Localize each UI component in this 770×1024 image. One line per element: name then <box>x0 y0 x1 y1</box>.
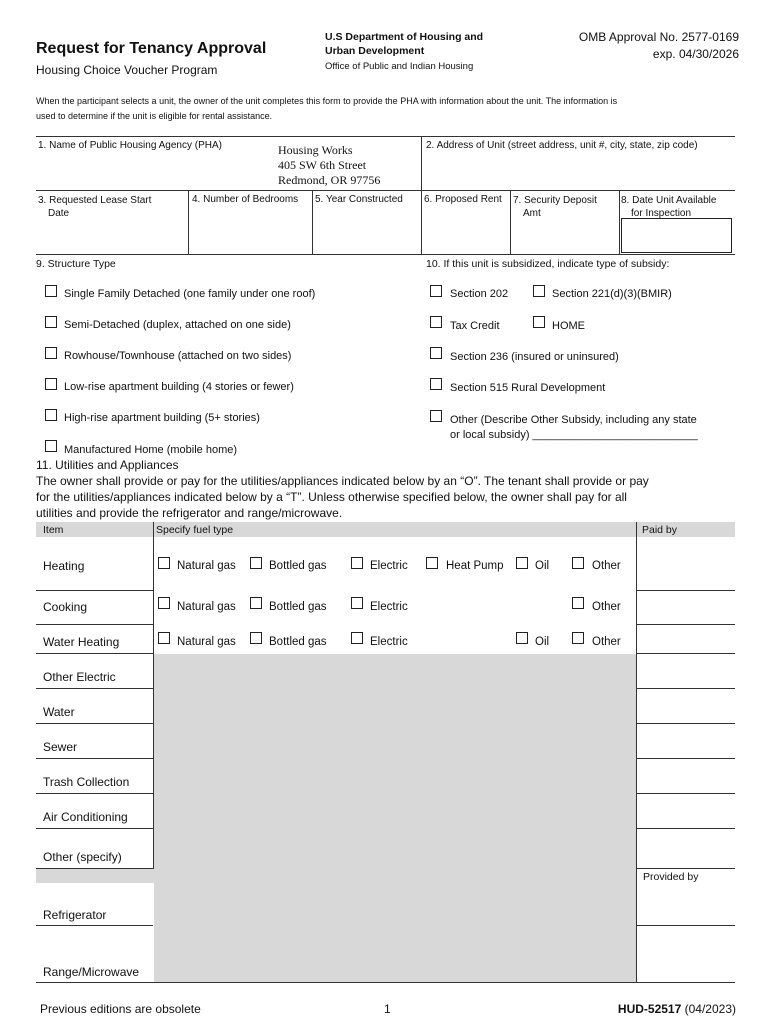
cooking-electric-checkbox[interactable] <box>351 597 363 609</box>
heating-bottled-gas-checkbox[interactable] <box>250 557 262 569</box>
pha-name-line1: Housing Works <box>278 143 353 157</box>
checkbox-manufactured[interactable] <box>45 440 57 452</box>
rule <box>637 828 735 829</box>
rule <box>637 793 735 794</box>
rule <box>36 723 153 724</box>
date-available-label-line2: for Inspection <box>631 208 692 219</box>
rule <box>312 190 313 255</box>
footer-obsolete-note: Previous editions are obsolete <box>40 1002 201 1016</box>
unit-address-label: 2. Address of Unit (street address, unit #, city, state, zip code) <box>426 140 698 151</box>
option-low-rise: Low-rise apartment building (4 stories or fewer) <box>64 381 294 393</box>
column-paid-by: Paid by <box>642 524 678 536</box>
form-subtitle: Housing Choice Voucher Program <box>36 63 218 77</box>
option-section-221: Section 221(d)(3)(BMIR) <box>552 288 672 300</box>
water-heating-oil-checkbox[interactable] <box>516 632 528 644</box>
structure-type-label: 9. Structure Type <box>36 258 116 270</box>
row-trash: Trash Collection <box>43 775 130 789</box>
heating-electric-checkbox[interactable] <box>351 557 363 569</box>
rule <box>637 723 735 724</box>
rule <box>637 868 735 869</box>
checkbox-rowhouse[interactable] <box>45 347 57 359</box>
checkbox-section-221[interactable] <box>533 285 545 297</box>
security-deposit-label <box>513 194 597 220</box>
date-available-label-line1: 8. Date Unit Available <box>621 195 717 206</box>
checkbox-low-rise[interactable] <box>45 378 57 390</box>
intro-line2: used to determine if the unit is eligible for rental assistance. <box>36 111 273 121</box>
rule <box>36 590 153 591</box>
column-fuel-type: Specify fuel type <box>156 524 234 536</box>
proposed-rent-label: 6. Proposed Rent <box>424 194 502 205</box>
utilities-text-line1: The owner shall provide or pay for the utilities/appliances indicated below by an “O”. The tenant shall provide or pay <box>36 474 649 488</box>
option-other-subsidy-line1: Other (Describe Other Subsidy, including any state <box>450 414 697 426</box>
checkbox-tax-credit[interactable] <box>430 316 442 328</box>
checkbox-home[interactable] <box>533 316 545 328</box>
pha-name-line2: 405 SW 6th Street <box>278 158 367 172</box>
option-high-rise: High-rise apartment building (5+ stories) <box>64 412 260 424</box>
water-heating-natural-gas-label: Natural gas <box>177 636 236 648</box>
pha-name-value[interactable] <box>278 143 380 188</box>
rule <box>36 653 153 654</box>
option-section-236: Section 236 (insured or uninsured) <box>450 351 619 363</box>
security-deposit-label-line2: Amt <box>523 208 541 219</box>
checkbox-section-515[interactable] <box>430 378 442 390</box>
cooking-natural-gas-checkbox[interactable] <box>158 597 170 609</box>
utilities-heading: 11. Utilities and Appliances <box>36 458 179 472</box>
option-other-subsidy-line2: or local subsidy) ___________________________ <box>450 429 698 441</box>
rule <box>36 624 153 625</box>
year-constructed-label: 5. Year Constructed <box>315 194 403 205</box>
checkbox-single-family[interactable] <box>45 285 57 297</box>
checkbox-section-236[interactable] <box>430 347 442 359</box>
row-refrigerator: Refrigerator <box>43 908 107 922</box>
heating-heat-pump-checkbox[interactable] <box>426 557 438 569</box>
rule <box>36 925 153 926</box>
unit-address-field[interactable] <box>423 155 733 188</box>
shaded-fuel-area <box>154 654 636 982</box>
rule <box>636 522 637 982</box>
omb-expiration: exp. 04/30/2026 <box>652 47 739 61</box>
heating-heat-pump-label: Heat Pump <box>446 560 504 572</box>
row-other-specify: Other (specify) <box>43 850 122 864</box>
row-other-electric: Other Electric <box>43 670 116 684</box>
heating-oil-label: Oil <box>535 560 550 572</box>
rule <box>637 925 735 926</box>
lease-start-label <box>38 194 151 220</box>
rule <box>188 190 189 255</box>
rule <box>36 793 153 794</box>
heating-other-label: Other <box>592 560 621 572</box>
security-deposit-label-line1: 7. Security Deposit <box>513 195 597 206</box>
water-heating-other-checkbox[interactable] <box>572 632 584 644</box>
row-cooking: Cooking <box>43 600 88 614</box>
rule <box>36 190 735 191</box>
rule <box>36 136 735 137</box>
office-line: Office of Public and Indian Housing <box>325 61 474 72</box>
rule <box>36 868 153 869</box>
cooking-electric-label: Electric <box>370 601 408 613</box>
pha-name-line3: Redmond, OR 97756 <box>278 173 381 187</box>
row-water: Water <box>43 705 75 719</box>
lease-start-label-line2: Date <box>48 208 70 219</box>
form-number <box>618 1002 736 1016</box>
row-heating: Heating <box>43 559 85 573</box>
checkbox-semi-detached[interactable] <box>45 316 57 328</box>
row-air-conditioning: Air Conditioning <box>43 810 128 824</box>
option-section-202: Section 202 <box>450 288 509 300</box>
rule <box>637 758 735 759</box>
cooking-natural-gas-label: Natural gas <box>177 601 236 613</box>
shaded-row-band <box>36 869 154 883</box>
cooking-other-checkbox[interactable] <box>572 597 584 609</box>
date-available-input[interactable] <box>621 218 732 253</box>
omb-number: OMB Approval No. 2577-0169 <box>578 30 739 44</box>
pha-name-label: 1. Name of Public Housing Agency (PHA) <box>38 140 222 151</box>
cooking-other-label: Other <box>592 601 621 613</box>
water-heating-bottled-gas-label: Bottled gas <box>269 636 327 648</box>
rule <box>36 982 735 983</box>
rule <box>36 828 153 829</box>
rule <box>637 653 735 654</box>
water-heating-bottled-gas-checkbox[interactable] <box>250 632 262 644</box>
utilities-text-line3: utilities and provide the refrigerator and range/microwave. <box>36 506 343 520</box>
row-sewer: Sewer <box>43 740 78 754</box>
table-header-band <box>36 522 735 537</box>
rule <box>619 190 620 255</box>
heating-bottled-gas-label: Bottled gas <box>269 560 327 572</box>
form-title: Request for Tenancy Approval <box>36 40 267 57</box>
checkbox-section-202[interactable] <box>430 285 442 297</box>
page-number: 1 <box>384 1002 391 1016</box>
column-provided-by: Provided by <box>643 871 699 883</box>
checkbox-high-rise[interactable] <box>45 409 57 421</box>
heating-natural-gas-checkbox[interactable] <box>158 557 170 569</box>
date-available-label <box>621 194 716 220</box>
rule <box>36 688 153 689</box>
water-heating-electric-checkbox[interactable] <box>351 632 363 644</box>
water-heating-electric-label: Electric <box>370 636 408 648</box>
water-heating-other-label: Other <box>592 636 621 648</box>
heating-electric-label: Electric <box>370 560 408 572</box>
cooking-bottled-gas-label: Bottled gas <box>269 601 327 613</box>
column-item: Item <box>43 524 64 536</box>
lease-start-label-line1: 3. Requested Lease Start <box>38 195 152 206</box>
option-tax-credit: Tax Credit <box>450 320 500 332</box>
form-number-id: HUD-52517 <box>617 1002 682 1016</box>
utilities-text-line2: for the utilities/appliances indicated below by a “T”. Unless otherwise specified below, the owner shall pay for all <box>36 490 627 504</box>
heating-other-checkbox[interactable] <box>572 557 584 569</box>
rule <box>637 624 735 625</box>
rule <box>510 190 511 255</box>
dept-line2: Urban Development <box>325 45 425 57</box>
option-section-515: Section 515 Rural Development <box>450 382 606 394</box>
heating-oil-checkbox[interactable] <box>516 557 528 569</box>
option-semi-detached: Semi-Detached (duplex, attached on one side) <box>64 319 291 331</box>
dept-line1: U.S Department of Housing and <box>325 31 484 43</box>
water-heating-oil-label: Oil <box>535 636 550 648</box>
water-heating-natural-gas-checkbox[interactable] <box>158 632 170 644</box>
rule <box>36 758 153 759</box>
intro-line1: When the participant selects a unit, the owner of the unit completes this form to provide the PHA with information about the unit. The information is <box>36 96 618 106</box>
option-rowhouse: Rowhouse/Townhouse (attached on two sides) <box>64 350 292 362</box>
checkbox-other-subsidy[interactable] <box>430 410 442 422</box>
cooking-bottled-gas-checkbox[interactable] <box>250 597 262 609</box>
subsidy-label: 10. If this unit is subsidized, indicate type of subsidy: <box>426 258 670 270</box>
form-number-date: (04/2023) <box>684 1002 736 1016</box>
option-home: HOME <box>552 320 585 332</box>
rule <box>36 254 735 255</box>
row-range-microwave: Range/Microwave <box>43 965 140 979</box>
bedrooms-label: 4. Number of Bedrooms <box>192 194 299 205</box>
rule <box>421 136 422 255</box>
rule <box>637 688 735 689</box>
rule <box>637 590 735 591</box>
row-water-heating: Water Heating <box>43 635 120 649</box>
option-manufactured: Manufactured Home (mobile home) <box>64 444 238 456</box>
option-single-family: Single Family Detached (one family under one roof) <box>64 288 316 300</box>
heating-natural-gas-label: Natural gas <box>177 560 236 572</box>
